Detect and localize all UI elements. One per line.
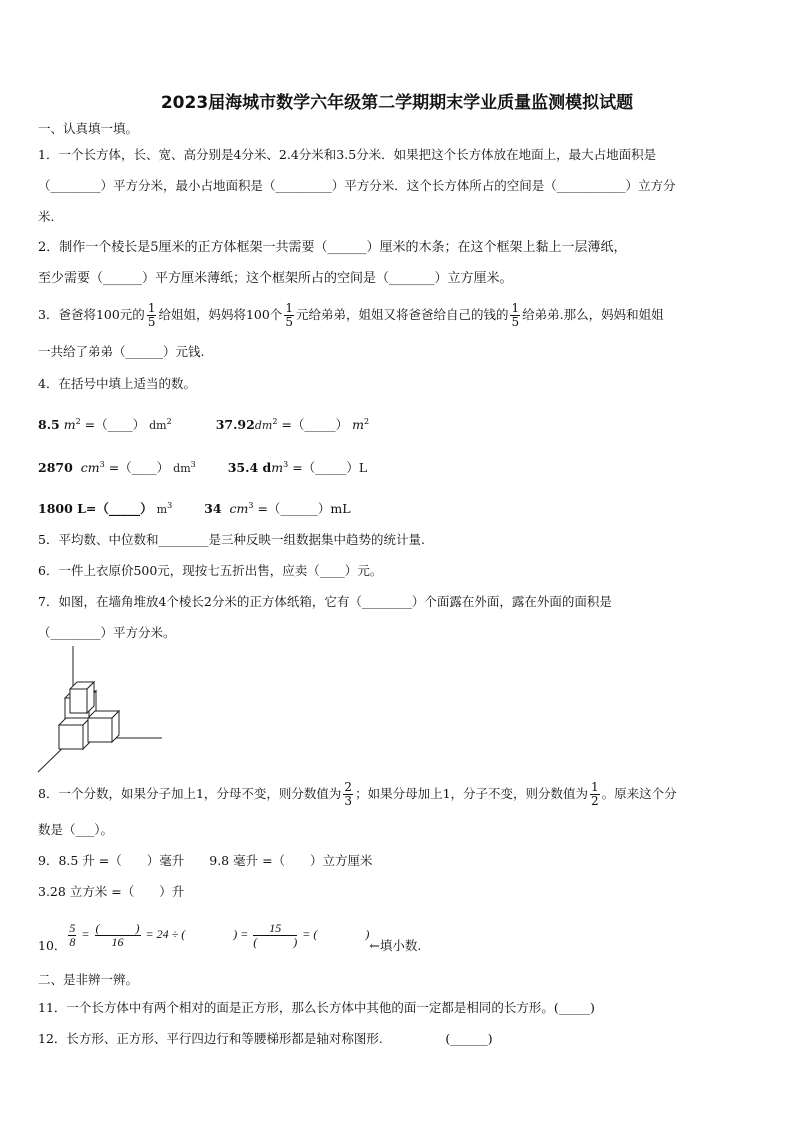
q10-label: 10． [38,938,67,953]
q9-line-1: 9．8.5 升 =（ ）毫升 9.8 毫升 =（ ）立方厘米 [38,853,373,868]
q4-heading: 4．在括号中填上适当的数。 [38,376,196,391]
fraction-one-fifth: $\frac{1}{5}$ [147,301,156,329]
q8-text-3: 。原来这个分 [601,786,677,801]
section-1-heading: 一、认真填一填。 [38,121,139,136]
corner-cubes-figure [36,646,166,774]
fraction-one-fifth: $\frac{1}{5}$ [511,301,520,329]
fraction-one-half: $\frac{1}{2}$ [591,780,599,808]
q3-line-2: 一共给了弟弟（______）元钱. [38,344,205,359]
q12: 12．长方形、正方形、平行四边行和等腰梯形都是轴对称图形. (______) [38,1031,493,1046]
q3-line-1 [38,298,664,332]
fraction-one-fifth: $\frac{1}{5}$ [285,301,293,329]
q8-line-2: 数是（___）。 [38,822,114,837]
q4-row-3: 1800 L=（_____） $m^3$ 34 $cm^3$ =（______）mL [38,501,351,517]
q1-line-1: 1．一个长方体，长、宽、高分别是4分米、2.4分米和3.5分米．如果把这个长方体放在地面上，最大占地面积是 [38,147,657,162]
q4-row-2: 2870 $cm^3$ =（____） $dm^3$ 35.4 $dm^3$ =（_____）L [38,460,368,476]
q8-line-1 [38,776,677,812]
q2-line-1: 2．制作一个棱长是5厘米的正方体框架一共需要（______）厘米的木条；在这个框架上黏上一层薄纸， [38,240,627,255]
q3-text-3: 元给弟弟，姐姐又将爸爸给自己的钱的 [295,307,509,322]
q10-equation: $\frac{5}{8}$ = $\frac{( )}{16}$ = 24 ÷ ( ) = $\frac{15}{( )}$ = ( ) [69,920,370,949]
q2-line-2: 至少需要（______）平方厘米薄纸；这个框架所占的空间是（_______）立方厘米。 [38,271,513,286]
q9-line-2: 3.28 立方米 =（ ）升 [38,884,185,899]
page-title: 2023届海城市数学六年级第二学期期末学业质量监测模拟试题 [160,93,634,113]
q10-tail: ←填小数. [369,938,422,953]
q8-text-2: ；如果分母加上1，分子不变，则分数值为 [355,786,589,801]
q7-line-1: 7．如图，在墙角堆放4个棱长2分米的正方体纸箱，它有（________）个面露在外面，露在外面的面积是 [38,594,612,609]
q3-text-4: 给弟弟.那么，妈妈和姐姐 [522,307,664,322]
q4-row-1: 8.5 $m^2$ =（____） $dm^2$ $37.92dm^2$ =（_____） $m^2$ [38,417,370,433]
q10 [38,918,422,953]
fraction-two-thirds: $\frac{2}{3}$ [344,780,353,808]
q3-text-1: 3．爸爸将100元的 [38,307,145,322]
q5: 5．平均数、中位数和________是三种反映一组数据集中趋势的统计量. [38,532,425,547]
q8-text-1: 8．一个分数，如果分子加上1，分母不变，则分数值为 [38,786,342,801]
q3-text-2: 给姐姐，妈妈将100个 [158,307,283,322]
q1-line-2: （________）平方分米，最小占地面积是（_________）平方分米．这个长方体所占的空间是（___________）立方分 [38,178,676,193]
q6: 6．一件上衣原价500元，现按七五折出售，应卖（____）元。 [38,563,383,578]
q7-line-2: （________）平方分米。 [38,625,176,640]
section-2-heading: 二、是非辨一辨。 [38,972,139,987]
q11: 11．一个长方体中有两个相对的面是正方形，那么长方体中其他的面一定都是相同的长方形。(_____) [38,1000,595,1015]
q1-line-3: 米. [38,209,55,224]
